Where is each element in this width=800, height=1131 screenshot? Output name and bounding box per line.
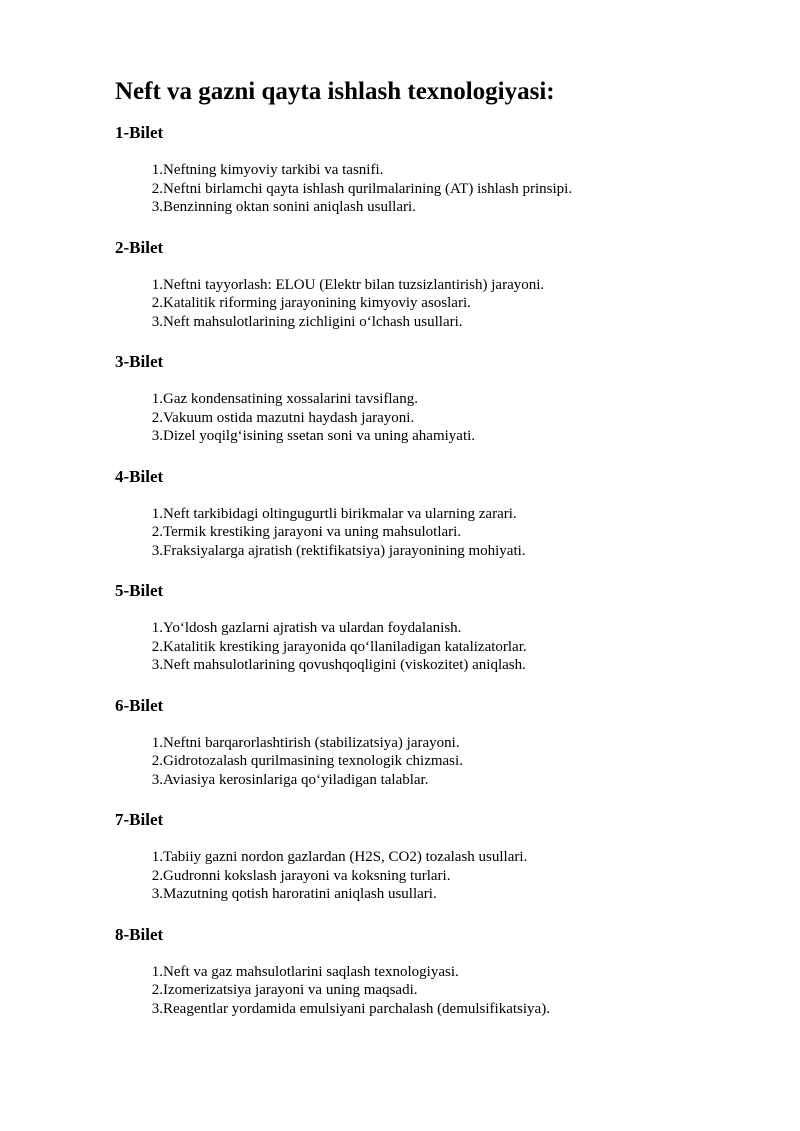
question-number: 2. [151, 753, 163, 769]
question-text: Neftni birlamchi qayta ishlash qurilmalarining (AT) ishlash prinsipi. [163, 180, 573, 197]
question-number: 2. [151, 524, 163, 540]
question-item [115, 427, 755, 446]
question-item [115, 198, 755, 217]
question-item [115, 848, 755, 867]
question-number: 3. [151, 1000, 163, 1017]
ticket-section [115, 695, 755, 790]
question-list [115, 734, 755, 790]
question-number: 1. [151, 391, 163, 407]
question-list [115, 963, 755, 1019]
question-text: Fraksiyalarga ajratish (rektifikatsiya) jarayonining mohiyati. [163, 542, 526, 559]
question-number: 3. [151, 657, 163, 673]
question-text: Neft mahsulotlarining zichligini oʻlchash usullari. [163, 313, 463, 330]
question-number: 1. [151, 276, 163, 293]
question-number: 2. [151, 638, 163, 655]
document-page [115, 74, 755, 1038]
question-item [115, 734, 755, 753]
question-number: 2. [151, 180, 163, 197]
question-number: 3. [151, 428, 163, 444]
ticket-section [115, 466, 755, 561]
ticket-heading: 6-Bilet [115, 695, 164, 715]
ticket-heading: 2-Bilet [115, 237, 164, 257]
question-item [115, 294, 755, 313]
question-text: Neftning kimyoviy tarkibi va tasnifi. [163, 162, 384, 178]
question-item [115, 1000, 755, 1019]
question-number: 1. [151, 849, 163, 865]
question-text: Neftni barqarorlashtirish (stabilizatsiya) jarayoni. [163, 734, 460, 751]
question-text: Neft va gaz mahsulotlarini saqlash texnologiyasi. [163, 963, 459, 980]
ticket-heading: 1-Bilet [115, 123, 164, 142]
ticket-heading: 4-Bilet [115, 466, 164, 486]
question-number: 3. [151, 542, 163, 559]
question-list [115, 619, 755, 675]
question-number: 1. [151, 620, 163, 636]
question-item [115, 885, 755, 904]
question-list [115, 505, 755, 561]
question-number: 3. [151, 199, 163, 215]
question-list [115, 390, 755, 446]
ticket-section [115, 237, 755, 332]
ticket-section [115, 351, 755, 446]
question-text: Gidrotozalash qurilmasining texnologik chizmasi. [163, 753, 463, 769]
ticket-section [115, 580, 755, 675]
question-list [115, 848, 755, 904]
question-item [115, 867, 755, 886]
question-number: 1. [151, 505, 163, 522]
question-item [115, 390, 755, 409]
question-item [115, 161, 755, 180]
question-list [115, 276, 755, 332]
question-number: 1. [151, 734, 163, 751]
question-text: Yoʻldosh gazlarni ajratish va ulardan foydalanish. [163, 620, 462, 636]
question-text: Benzinning oktan sonini aniqlash usullari. [163, 199, 416, 215]
question-text: Reagentlar yordamida emulsiyani parchalash (demulsifikatsiya). [163, 1000, 550, 1017]
question-text: Tabiiy gazni nordon gazlardan (H2S, CO2) tozalash usullari. [163, 849, 528, 865]
question-number: 2. [151, 867, 163, 884]
question-item [115, 542, 755, 561]
question-text: Gudronni kokslash jarayoni va koksning turlari. [163, 867, 451, 884]
ticket-sections [115, 122, 755, 1018]
question-item [115, 313, 755, 332]
question-text: Gaz kondensatining xossalarini tavsiflang. [163, 391, 418, 407]
question-text: Termik krestiking jarayoni va uning mahsulotlari. [163, 524, 462, 540]
question-item [115, 409, 755, 428]
question-number: 1. [151, 162, 163, 178]
ticket-section [115, 809, 755, 904]
question-text: Neft tarkibidagi oltingugurtli birikmalar va ularning zarari. [163, 505, 517, 522]
document-title: Neft va gazni qayta ishlash texnologiyasi: [115, 78, 555, 105]
question-item [115, 638, 755, 657]
question-item [115, 523, 755, 542]
question-item [115, 619, 755, 638]
question-item [115, 771, 755, 790]
ticket-heading: 3-Bilet [115, 352, 164, 371]
question-item [115, 505, 755, 524]
question-number: 3. [151, 771, 163, 788]
question-text: Katalitik krestiking jarayonida qoʻllaniladigan katalizatorlar. [163, 638, 527, 655]
question-text: Neft mahsulotlarining qovushqoqligini (viskozitet) aniqlash. [163, 657, 526, 673]
question-number: 3. [151, 313, 163, 330]
ticket-section [115, 924, 755, 1019]
question-item [115, 981, 755, 1000]
question-item [115, 180, 755, 199]
ticket-heading: 5-Bilet [115, 581, 164, 600]
question-text: Katalitik riforming jarayonining kimyoviy asoslari. [163, 295, 471, 311]
question-item [115, 276, 755, 295]
question-number: 1. [151, 963, 163, 980]
question-number: 2. [151, 982, 163, 998]
ticket-section [115, 122, 755, 217]
question-number: 2. [151, 295, 163, 311]
question-item [115, 656, 755, 675]
ticket-heading: 7-Bilet [115, 810, 164, 829]
question-number: 2. [151, 409, 163, 426]
question-text: Neftni tayyorlash: ELOU (Elektr bilan tuzsizlantirish) jarayoni. [163, 276, 545, 293]
question-item [115, 752, 755, 771]
question-text: Mazutning qotish haroratini aniqlash usullari. [163, 886, 437, 902]
question-text: Vakuum ostida mazutni haydash jarayoni. [163, 409, 415, 426]
question-text: Izomerizatsiya jarayoni va uning maqsadi. [163, 982, 418, 998]
question-text: Dizel yoqilgʻisining ssetan soni va uning ahamiyati. [163, 428, 476, 444]
question-item [115, 963, 755, 982]
question-number: 3. [151, 886, 163, 902]
question-text: Aviasiya kerosinlariga qoʻyiladigan talablar. [163, 771, 429, 788]
ticket-heading: 8-Bilet [115, 924, 164, 944]
question-list [115, 161, 755, 217]
